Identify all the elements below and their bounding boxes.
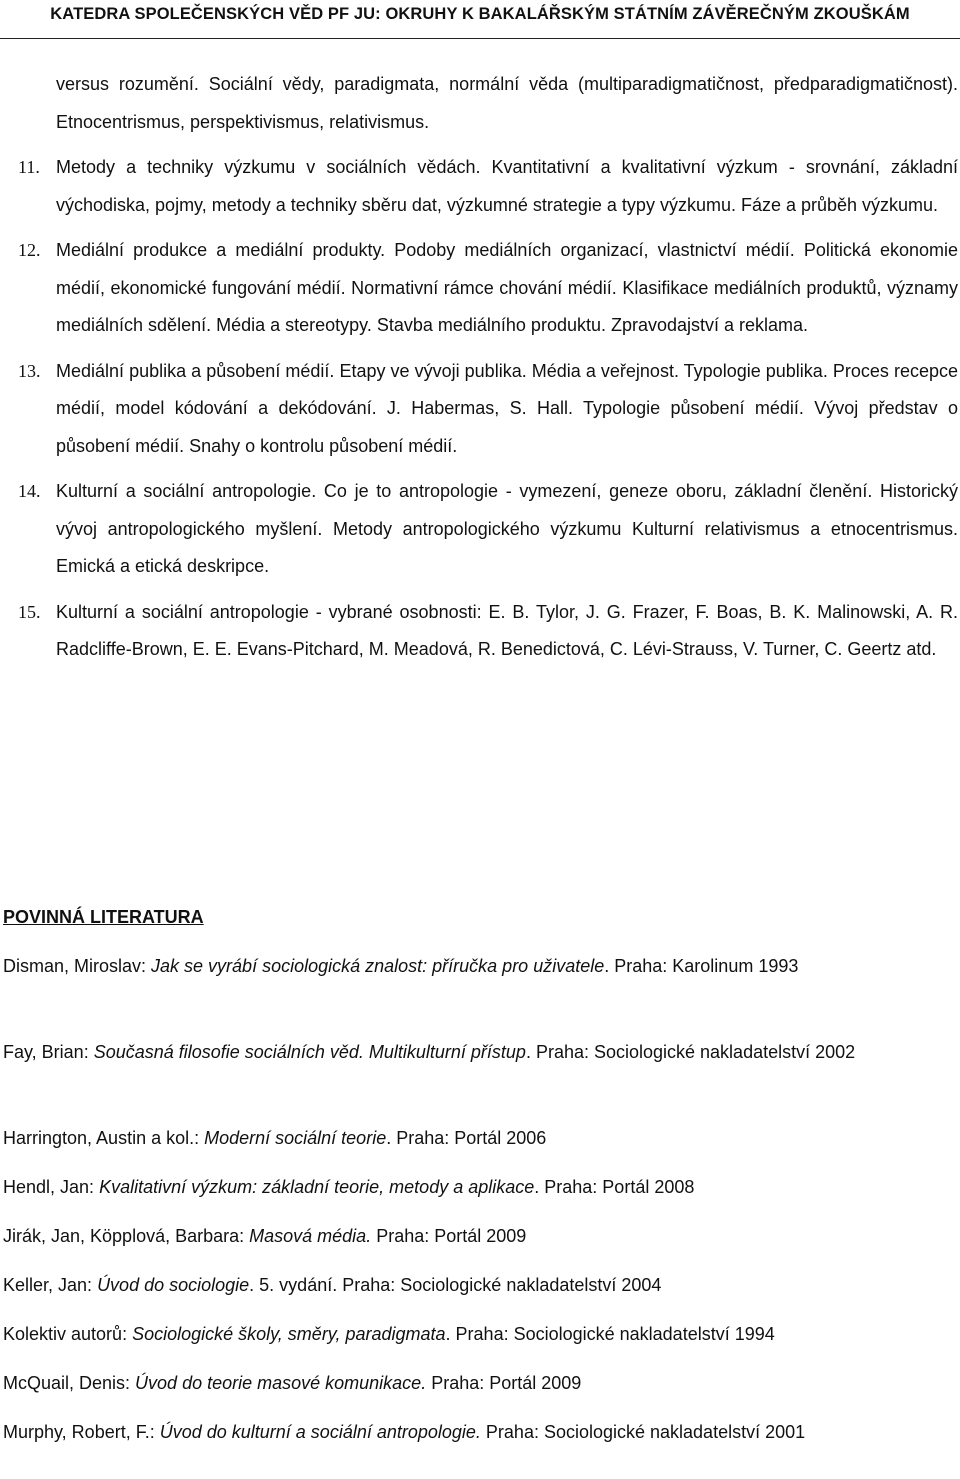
entry-author: Jirák, Jan, Köpplová, Barbara: xyxy=(3,1226,250,1246)
entry-title: Úvod do kulturní a sociální antropologie. xyxy=(159,1422,481,1442)
topic-number: 11. xyxy=(18,157,40,177)
literature-entry xyxy=(3,1218,958,1255)
literature-entry xyxy=(3,948,958,985)
topic-item xyxy=(18,473,958,586)
topic-number: 15. xyxy=(18,601,41,622)
topic-text: Metody a techniky výzkumu v sociálních vědách. Kvantitativní a kvalitativní výzkum - srovnání, základní východiska, pojmy, metody a techniky sběru dat, výzkumné strategie a typy výzkumu. Fáze a průběh výzkumu. xyxy=(56,157,958,215)
literature-entry xyxy=(3,1414,958,1451)
entry-title: Kvalitativní výzkum: základní teorie, metody a aplikace xyxy=(99,1177,535,1197)
topic-text: Kulturní a sociální antropologie. Co je to antropologie - vymezení, geneze oboru, základní členění. Historický vývoj antropologického myšlení. Metody antropologického výzkumu Kulturní relativismus a etnocentrismus. Emická a etická deskripce. xyxy=(56,481,958,576)
topic-number: 12. xyxy=(18,240,41,260)
entry-author: Fay, Brian: xyxy=(3,1042,94,1062)
entry-author: Harrington, Austin a kol.: xyxy=(3,1128,205,1148)
topic-text: Mediální publika a působení médií. Etapy ve vývoji publika. Média a veřejnost. Typologie publika. Proces recepce médií, model kódování a dekódování. J. Habermas, S. Hall. Typologie působení médií. Vývoj představ o působení médií. Snahy o kontrolu působení médií. xyxy=(56,360,958,456)
entry-title: Úvod do teorie masové komunikace. xyxy=(135,1373,427,1393)
entry-author: Keller, Jan: xyxy=(3,1275,98,1295)
entry-title: Úvod do sociologie xyxy=(97,1275,250,1295)
topic-continuation: versus rozumění. Sociální vědy, paradigmata, normální věda (multiparadigmatičnost, předparadigmatičnost). Etnocentrismus, perspektivismus, relativismus. xyxy=(56,74,958,132)
literature-entry xyxy=(3,1034,958,1071)
entry-publisher: . Praha: Portál 2008 xyxy=(534,1177,695,1197)
entry-title: Současná filosofie sociálních věd. Multikulturní přístup xyxy=(93,1042,526,1062)
literature-entry xyxy=(3,1120,958,1157)
entry-title: Jak se vyrábí sociologická znalost: příručka pro uživatele xyxy=(151,956,605,976)
entry-author: Kolektiv autorů: xyxy=(3,1324,133,1344)
header-title: KATEDRA SPOLEČENSKÝCH VĚD PF JU: OKRUHY K BAKALÁŘSKÝM STÁTNÍM ZÁVĚREČNÝM ZKOUŠKÁM xyxy=(50,5,910,23)
topic-number: 14. xyxy=(18,481,41,501)
topics-list xyxy=(18,66,958,677)
entry-author: McQuail, Denis: xyxy=(3,1373,136,1393)
entry-title: Masová média. xyxy=(249,1226,372,1246)
entry-publisher: Praha: Portál 2009 xyxy=(371,1226,527,1246)
entry-publisher: . 5. vydání. Praha: Sociologické nakladatelství 2004 xyxy=(249,1275,662,1295)
literature-entry xyxy=(3,1169,958,1206)
literature-entry xyxy=(3,1316,958,1353)
entry-publisher: Praha: Portál 2009 xyxy=(426,1373,582,1393)
topic-text: Mediální produkce a mediální produkty. Podoby mediálních organizací, vlastnictví médií. Politická ekonomie médií, ekonomické fungování médií. Normativní rámce chování médií. Klasifikace mediálních produktů, významy mediálních sdělení. Média a stereotypy. Stavba mediálního produktu. Zpravodajství a reklama. xyxy=(56,240,958,335)
topic-item xyxy=(18,149,958,224)
topic-item xyxy=(18,594,958,669)
entry-publisher: . Praha: Sociologické nakladatelství 2002 xyxy=(525,1042,856,1062)
entry-publisher: Praha: Sociologické nakladatelství 2001 xyxy=(480,1422,806,1442)
literature-entry xyxy=(3,1365,958,1402)
entry-author: Hendl, Jan: xyxy=(3,1177,100,1197)
topic-number: 13. xyxy=(18,360,41,381)
topic-item xyxy=(18,353,958,466)
topic-text: Kulturní a sociální antropologie - vybrané osobnosti: E. B. Tylor, J. G. Frazer, F. Boas, B. K. Malinowski, A. R. Radcliffe-Brown, E. E. Evans-Pitchard, M. Meadová, R. Benedictová, C. Lévi-Strauss, V. Turner, C. Geertz atd. xyxy=(56,601,958,659)
topic-item xyxy=(18,232,958,345)
page-header xyxy=(0,0,960,39)
entry-publisher: . Praha: Karolinum 1993 xyxy=(604,956,799,976)
entry-title: Moderní sociální teorie xyxy=(204,1128,387,1148)
entry-author: Murphy, Robert, F.: xyxy=(3,1422,160,1442)
entry-publisher: . Praha: Sociologické nakladatelství 1994 xyxy=(445,1324,775,1344)
literature-heading: POVINNÁ LITERATURA xyxy=(3,907,204,927)
literature-entry xyxy=(3,1267,958,1304)
entry-publisher: . Praha: Portál 2006 xyxy=(386,1128,547,1148)
entry-author: Disman, Miroslav: xyxy=(3,956,152,976)
entry-title: Sociologické školy, směry, paradigmata xyxy=(132,1324,446,1344)
